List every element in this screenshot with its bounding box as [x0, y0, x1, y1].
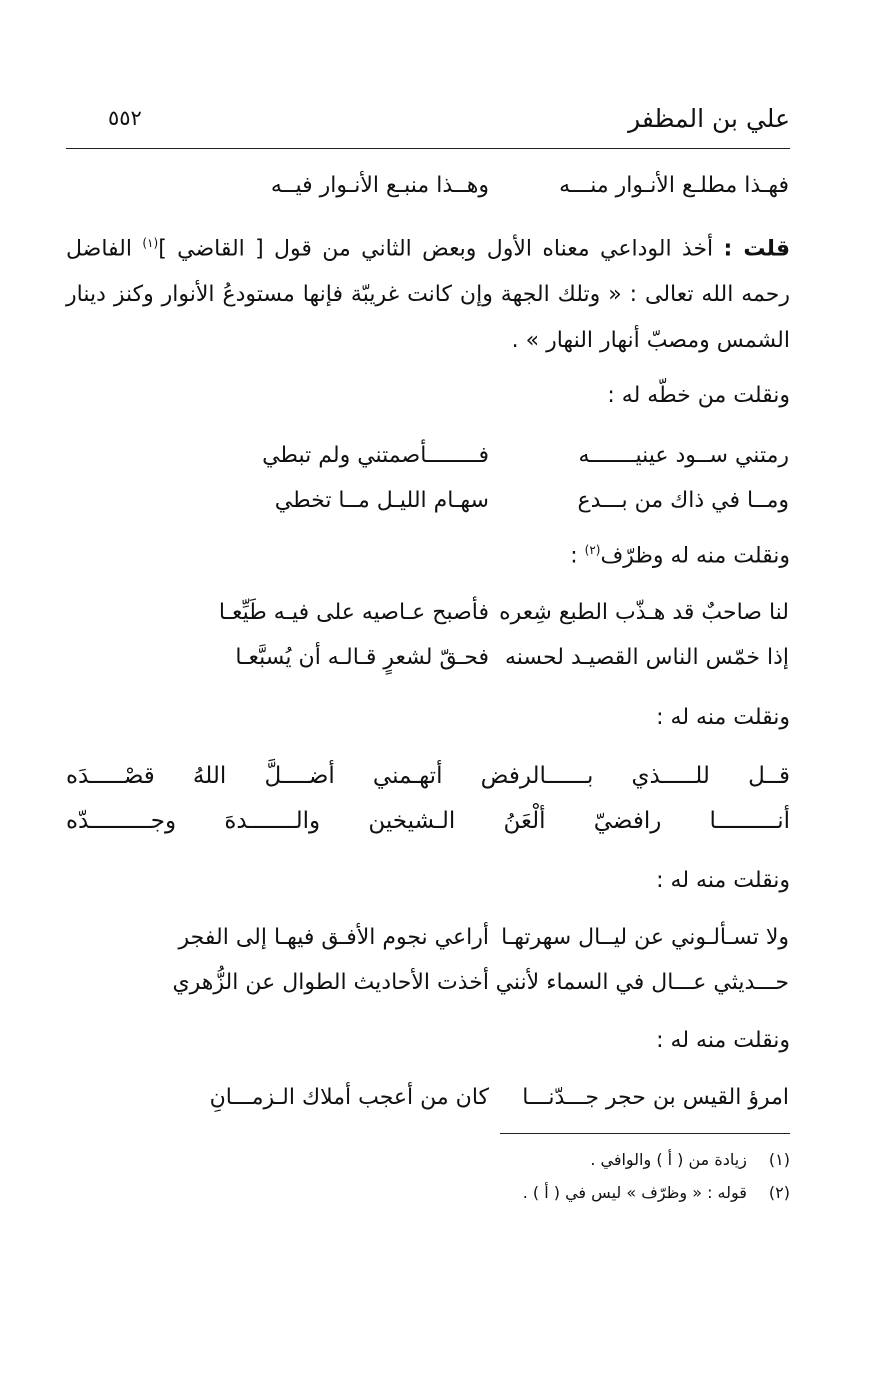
footnote-2-number: (٢)	[768, 1183, 790, 1202]
footnote-1	[66, 1150, 790, 1169]
label2-tail: :	[570, 543, 578, 569]
section-label-4: ونقلت منه له :	[656, 868, 790, 893]
poem3-line1: قــل للـــــذي بــــــالرفض أتهـمني أضــــلَّ اللهُ قصْـــــدَه	[66, 763, 790, 789]
verse1-left: وهــذا منبـع الأنـوار فيــه	[270, 173, 489, 198]
poem4-line1-left: أراعي نجوم الأفـق فيهـا إلى الفجر	[178, 925, 489, 950]
poem1-line1-right: رمتني ســود عينيـــــــه	[578, 443, 789, 468]
section-label-3: ونقلت منه له :	[656, 705, 790, 730]
poem4-line2-left: أخذت الأحاديث الطوال عن الزُّهري	[172, 970, 489, 995]
poem1-line1-left: فــــــــأصمتني ولم تبطي	[262, 443, 489, 468]
poem1-line2-right: ومــا في ذاك من بـــدع	[577, 488, 789, 513]
verse1-right: فهـذا مطلـع الأنـوار منـــه	[559, 173, 789, 198]
poem4-line2-right: حـــديثي عـــال في السماء لأنني	[495, 970, 789, 995]
commentary-paragraph	[66, 220, 790, 364]
footnote-2-text: قوله : « وظرّف » ليس في ( أ ) .	[522, 1183, 747, 1202]
running-title: علي بن المظفر	[628, 104, 790, 133]
footnote-2	[66, 1183, 790, 1202]
paragraph-rest: الفاضل رحمه الله تعالى : « وتلك الجهة وإن كانت غريبّة فإنها مستودعُ الأنوار وكنز دينار الشمس ومصبّ أنهار النهار » .	[66, 236, 790, 354]
label2-text: ونقلت منه له وظرّف	[600, 543, 790, 569]
footnote-1-text: زيادة من ( أ ) والوافي .	[590, 1150, 747, 1169]
poem5-right: امرؤ القيس بن حجر جـــدّنـــا	[522, 1085, 789, 1110]
footnote-divider	[500, 1133, 790, 1134]
footnote-ref-1: (١)	[142, 236, 159, 250]
poem2-line2-left: فحـقّ لشعرٍ قـالـه أن يُسبَّعـا	[235, 645, 489, 670]
poem5-left: كان من أعجب أملاك الـزمـــانِ	[209, 1085, 489, 1110]
paragraph-text: أخذ الوداعي معناه الأول وبعض الثاني من قول [ القاضي ]	[158, 236, 714, 262]
section-label-5: ونقلت منه له :	[656, 1028, 790, 1053]
poem1-line2-left: سهـام الليـل مــا تخطي	[274, 488, 489, 513]
poem4-line1-right: ولا تسـألـوني عن ليــال سهرتهـا	[501, 925, 789, 950]
poem2-line1-right: لنا صاحبٌ قد هـذّب الطبع شِعره	[499, 600, 789, 625]
paragraph-lead: قلت :	[723, 236, 791, 262]
header-divider	[66, 148, 790, 149]
footnote-1-number: (١)	[768, 1150, 790, 1169]
poem3-line2: أنـــــــــا رافضيّ ألْعَنُ الـشيخين والـــــــدهَ وجـــــــــدّه	[66, 808, 790, 834]
section-label-1: ونقلت من خطّه له :	[607, 383, 790, 408]
page-number: ٥٥٢	[108, 106, 142, 130]
page-header	[66, 100, 790, 150]
footnote-ref-2: (٢)	[584, 543, 601, 557]
poem2-line2-right: إذا خمّس الناس القصيـد لحسنه	[505, 645, 789, 670]
section-label-2	[570, 543, 790, 568]
poem2-line1-left: فأصبح عـاصيه على فيـه طَيِّعـا	[218, 600, 489, 625]
